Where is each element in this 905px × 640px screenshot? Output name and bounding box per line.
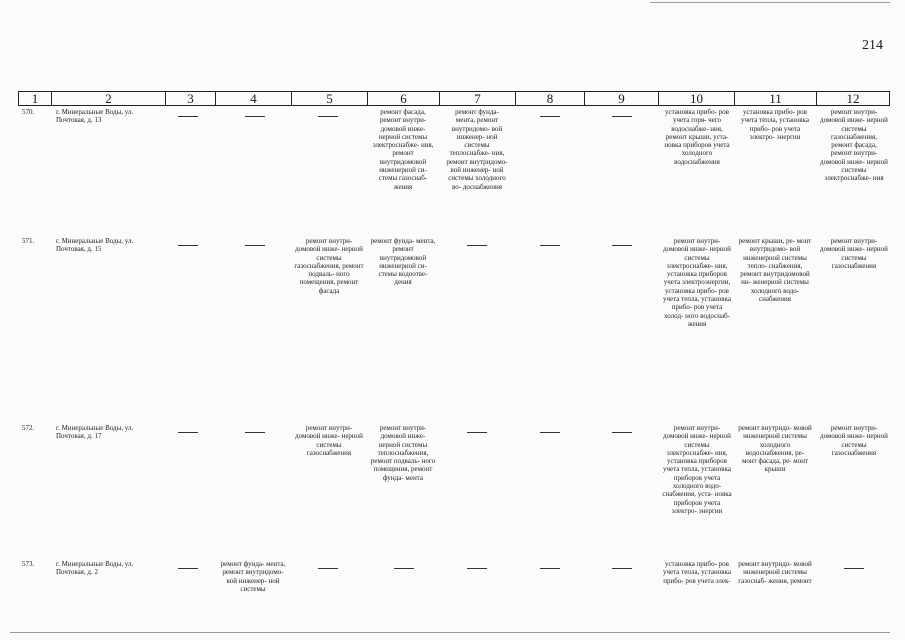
empty-dash xyxy=(178,116,198,117)
cell-col-10: ремонт внутри- домовой инже- нерной системы электроснабже- ния, установка приборов учета тепла, установка приборов учета холодного водо- снабжения, уста- новка приборов учета электро- энергии xyxy=(662,424,732,515)
empty-dash xyxy=(178,568,198,569)
empty-dash xyxy=(612,568,632,569)
header-col-2: 2 xyxy=(51,91,165,106)
header-col-11: 11 xyxy=(734,91,816,106)
cell-col-12: ремонт внутри- домовой инже- нерной системы газоснабжения, ремонт фасада, ремонт внутри- домовой инже- нерной системы электроснабже- ния xyxy=(820,108,888,183)
empty-dash xyxy=(318,116,338,117)
cell-col-12: ремонт внутри- домовой инже- нерной системы газоснабжения xyxy=(820,424,888,457)
row-address: г. Минеральные Воды, ул. Почтовая, д. 13 xyxy=(56,108,134,125)
header-col-4: 4 xyxy=(215,91,291,106)
cell-col-10: ремонт внутри- домовой инже- нерной системы электроснабже- ния, установка приборов учета электроэнергии, установка прибо- ров учета тепла, установка прибо- ров учета холод- ного водоснаб- жения xyxy=(663,237,731,328)
cell-col-6: ремонт фасада, ремонт внутри- домовой инже- нерной системы электроснабже- ния, ремонт внутридомовой инженерной си- стемы газоснаб- жения xyxy=(372,108,434,191)
cell-col-7: ремонт фунда- мента, ремонт внутридомо- вой инженер- ной системы теплоснабже- ния, ремонт внутридомо- вой инженер- ной системы холодного во- доснабжения xyxy=(446,108,508,191)
header-col-8: 8 xyxy=(515,91,584,106)
empty-dash xyxy=(178,245,198,246)
empty-dash xyxy=(245,432,265,433)
row-number: 573. xyxy=(22,560,35,568)
header-col-10: 10 xyxy=(658,91,734,106)
empty-dash xyxy=(612,116,632,117)
empty-dash xyxy=(245,116,265,117)
cell-col-11: ремонт внутридо- мовой инженерной системы газоснаб- жения, ремонт xyxy=(738,560,812,585)
row-number: 571. xyxy=(22,237,35,245)
header-col-9: 9 xyxy=(584,91,658,106)
empty-dash xyxy=(540,432,560,433)
cell-col-6: ремонт фунда- мента, ремонт внутридомовой инженерной си- стемы водоотве- дения xyxy=(370,237,436,287)
row-address: г. Минеральные Воды, ул. Почтовая, д. 2 xyxy=(56,560,134,577)
cell-col-10: установка прибо- ров учета тепла, установка прибо- ров учета элек- xyxy=(663,560,731,585)
empty-dash xyxy=(540,568,560,569)
empty-dash xyxy=(467,568,487,569)
header-col-6: 6 xyxy=(367,91,439,106)
empty-dash xyxy=(467,432,487,433)
header-col-1: 1 xyxy=(18,91,51,106)
empty-dash xyxy=(844,568,864,569)
cell-col-11: ремонт внутридо- мовой инженерной системы холодного водоснабжения, ре- монт фасада, ре- монт крыши xyxy=(738,424,812,474)
row-number: 570. xyxy=(22,108,35,116)
row-address: г. Минеральные Воды, ул. Почтовая, д. 15 xyxy=(56,237,134,254)
cell-col-11: ремонт крыши, ре- монт внутридомо- вой инженерной системы тепло- снабжения, ремонт внутридомовой ин- женерной системы холодного водо- снабжения xyxy=(738,237,812,304)
cell-col-4: ремонт фунда- мента, ремонт внутридомо- вой инженер- ной системы xyxy=(220,560,286,593)
empty-dash xyxy=(612,245,632,246)
cell-col-6: ремонт внутри- домовой инже- нерной системы теплоснабжения, ремонт подваль- ного помещения, ремонт фунда- мента xyxy=(370,424,436,482)
empty-dash xyxy=(394,568,414,569)
cell-col-12: ремонт внутри- домовой инже- нерной системы газоснабжения xyxy=(820,237,888,270)
header-col-7: 7 xyxy=(439,91,515,106)
cell-col-5: ремонт внутри- домовой инже- нерной системы газоснабжения xyxy=(295,424,363,457)
header-col-12: 12 xyxy=(816,91,890,106)
header-col-5: 5 xyxy=(291,91,367,106)
row-number: 572. xyxy=(22,424,35,432)
header-col-3: 3 xyxy=(165,91,215,106)
empty-dash xyxy=(467,245,487,246)
scan-line-bottom xyxy=(10,632,890,633)
cell-col-10: установка прибо- ров учета горя- чего водоснабже- ния, ремонт крыши, уста- новка приборов учета холодного водоснабжения xyxy=(664,108,730,166)
empty-dash xyxy=(612,432,632,433)
empty-dash xyxy=(318,568,338,569)
page-number: 214 xyxy=(862,38,883,53)
cell-col-11: установка прибо- ров учета тепла, установка прибо- ров учета электро- энергии xyxy=(741,108,809,141)
cell-col-5: ремонт внутри- домовой инже- нерной системы газоснабжения, ремонт подваль- ного помещения, ремонт фасада xyxy=(294,237,364,295)
empty-dash xyxy=(540,245,560,246)
scan-line-top xyxy=(650,2,890,3)
empty-dash xyxy=(178,432,198,433)
empty-dash xyxy=(540,116,560,117)
empty-dash xyxy=(245,245,265,246)
row-address: г. Минеральные Воды, ул. Почтовая, д. 17 xyxy=(56,424,134,441)
